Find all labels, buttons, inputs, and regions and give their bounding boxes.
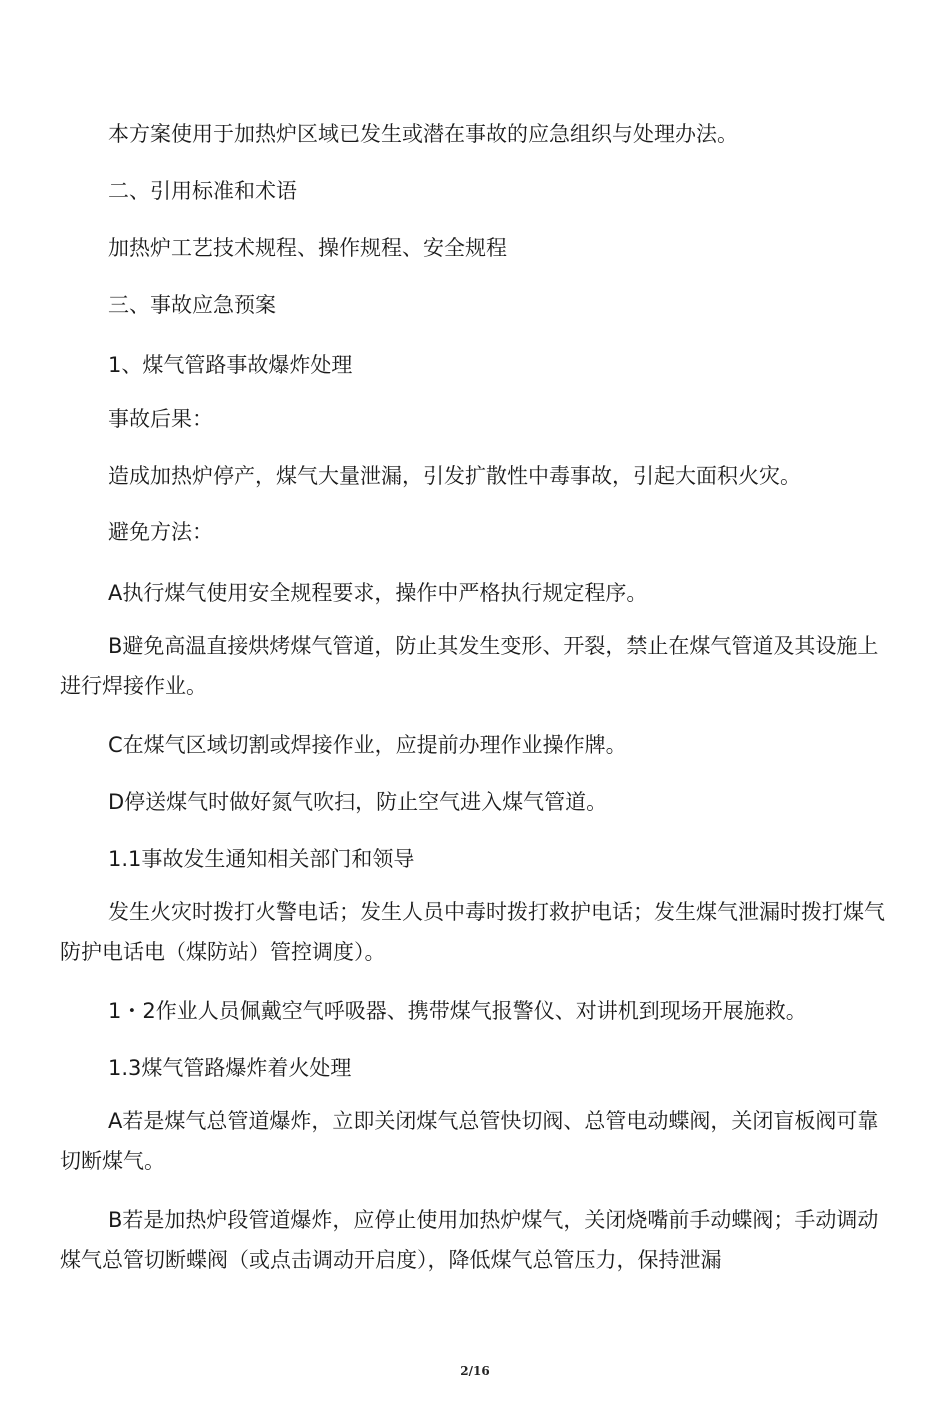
paragraph-standards: 加热炉工艺技术规程、操作规程、安全规程 xyxy=(108,236,507,260)
paragraph-consequences: 造成加热炉停产，煤气大量泄漏，引发扩散性中毒事故，引起大面积火灾。 xyxy=(108,464,801,488)
heading-gas-pipeline-explosion: 1、煤气管路事故爆炸处理 xyxy=(108,353,353,377)
paragraph-prevention-d: D停送煤气时做好氮气吹扫，防止空气进入煤气管道。 xyxy=(108,790,608,814)
paragraph-notify: 发生火灾时拨打火警电话；发生人员中毒时拨打救护电话；发生煤气泄漏时拨打煤气防护电话电（煤防站）管控调度）。 xyxy=(60,900,885,964)
paragraph-explosion-b: B若是加热炉段管道爆炸，应停止使用加热炉煤气，关闭烧嘴前手动蝶阀；手动调动煤气总管切断蝶阀（或点击调动开启度），降低煤气总管压力，保持泄漏 xyxy=(60,1208,879,1272)
page-number: 2/16 xyxy=(460,1364,490,1378)
paragraph-prevention-b: B避免高温直接烘烤煤气管道，防止其发生变形、开裂，禁止在煤气管道及其设施上进行焊接作业。 xyxy=(60,634,879,698)
paragraph-explosion-a: A若是煤气总管道爆炸，立即关闭煤气总管快切阀、总管电动蝶阀，关闭盲板阀可靠切断煤气。 xyxy=(60,1109,879,1173)
heading-notify: 1.1事故发生通知相关部门和领导 xyxy=(108,847,415,871)
heading-explosion-fire: 1.3煤气管路爆炸着火处理 xyxy=(108,1056,352,1080)
label-consequences: 事故后果： xyxy=(108,407,213,431)
paragraph-prevention-a: A执行煤气使用安全规程要求，操作中严格执行规定程序。 xyxy=(108,581,648,605)
paragraph-prevention-c: C在煤气区域切割或焊接作业，应提前办理作业操作牌。 xyxy=(108,733,627,757)
heading-emergency-plan: 三、事故应急预案 xyxy=(108,293,276,317)
paragraph-scope: 本方案使用于加热炉区域已发生或潜在事故的应急组织与处理办法。 xyxy=(108,122,738,146)
heading-standards: 二、引用标准和术语 xyxy=(108,179,297,203)
paragraph-rescue: 1・2作业人员佩戴空气呼吸器、携带煤气报警仪、对讲机到现场开展施救。 xyxy=(108,999,807,1023)
label-prevention: 避免方法： xyxy=(108,520,213,544)
